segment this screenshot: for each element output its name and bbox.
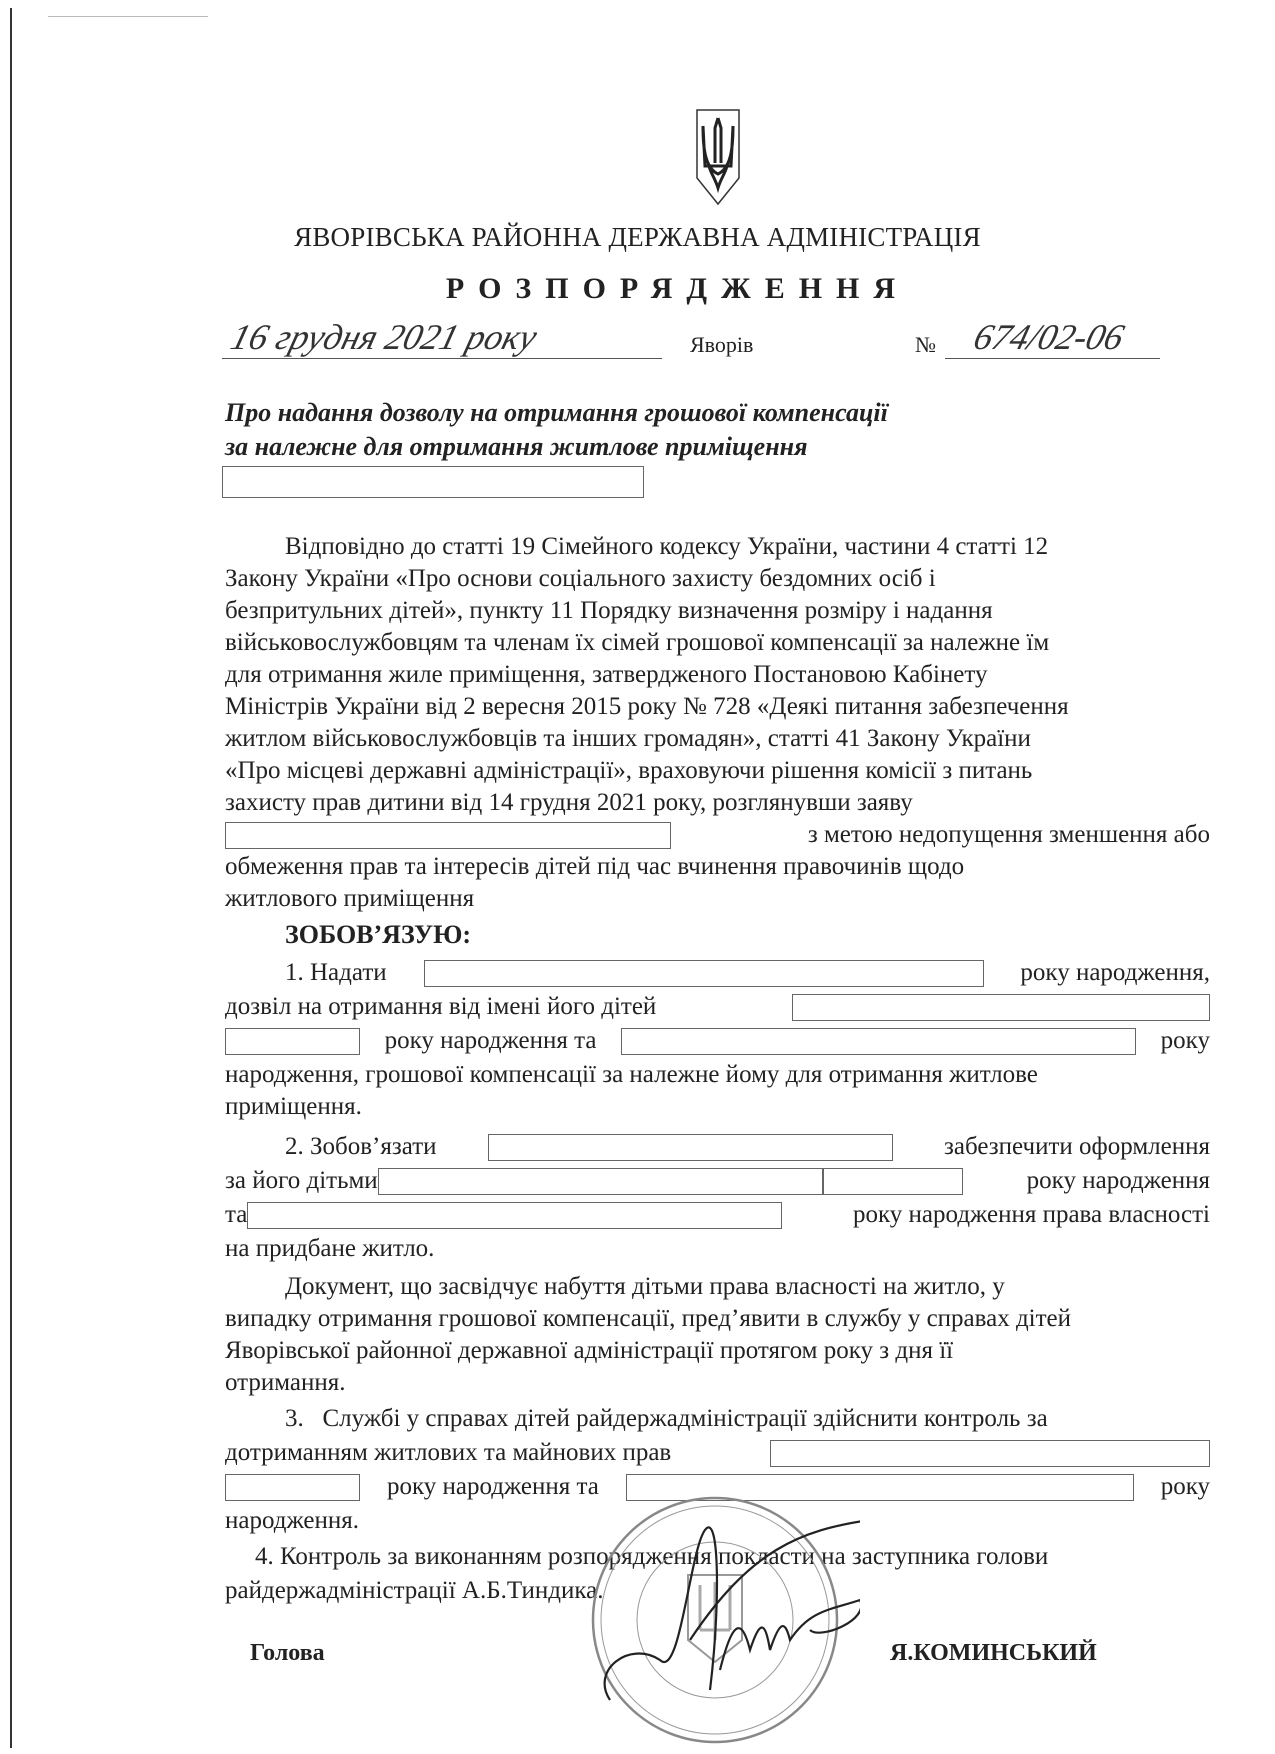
redacted-box xyxy=(424,960,984,987)
trident-emblem-icon xyxy=(695,108,741,206)
item-2-line: та року народження права власності xyxy=(225,1201,1210,1228)
body-line: обмеження прав та інтересів дітей під час вчинення правочинів щодо xyxy=(225,853,965,880)
item-2-line: за його дітьми року народження xyxy=(225,1167,1210,1194)
redacted-box xyxy=(488,1134,893,1161)
redacted-box xyxy=(770,1440,1210,1467)
body-line: Міністрів України від 2 вересня 2015 року № 728 «Деякі питання забезпечення xyxy=(225,693,1069,720)
redacted-box xyxy=(621,1028,1136,1055)
body-line: Документ, що засвідчує набуття дітьми права власності на житло, у xyxy=(285,1273,1005,1300)
handwritten-signature xyxy=(605,1520,860,1700)
redacted-box xyxy=(222,466,644,498)
body-line: з метою недопущення зменшення або xyxy=(225,820,1210,850)
item-1-line: народження, грошової компенсації за належне йому для отримання житлове xyxy=(225,1061,1038,1088)
item-1-line: 1. Надати року народження, xyxy=(285,959,1210,986)
scan-edge xyxy=(10,8,12,1748)
subject-line-2: за належне для отримання житлове приміщення xyxy=(225,432,808,461)
body-line: Відповідно до статті 19 Сімейного кодексу України, частини 4 статті 12 xyxy=(285,533,1049,560)
item-1-line: року народження та року xyxy=(225,1026,1210,1056)
body-line: безпритульних дітей», пункту 11 Порядку визначення розміру і надання xyxy=(225,597,993,624)
signatory-position: Голова xyxy=(250,1640,325,1666)
item-2-line: на придбане житло. xyxy=(225,1235,435,1262)
redacted-box xyxy=(378,1168,823,1195)
scan-artifact-line xyxy=(48,16,208,17)
redacted-box xyxy=(225,822,671,849)
date-field xyxy=(222,318,662,359)
redacted-box xyxy=(823,1168,963,1195)
body-line: житлом військовослужбовців та інших громадян», статті 41 Закону України xyxy=(225,725,1031,752)
redacted-box xyxy=(225,1028,360,1055)
body-line: Яворівської районної державної адміністрації протягом року з дня її xyxy=(225,1337,954,1364)
item-2-line: 2. Зобов’язати забезпечити оформлення xyxy=(285,1133,1210,1160)
item-4-line: 4. Контроль за виконанням розпорядження покласти на заступника голови xyxy=(255,1543,1049,1570)
document-type-title: РОЗПОРЯДЖЕННЯ xyxy=(445,272,910,305)
item-1-line: дозвіл на отримання від імені його дітей xyxy=(225,992,1210,1022)
official-stamp xyxy=(570,1490,860,1750)
body-line: випадку отримання грошової компенсації, пред’явити в службу у справах дітей xyxy=(225,1305,1072,1332)
item-3-line: народження. xyxy=(225,1507,360,1534)
body-line: житлового приміщення xyxy=(225,885,475,912)
number-sign: № xyxy=(915,332,936,357)
item-1-line: приміщення. xyxy=(225,1093,362,1120)
oblige-heading: ЗОБОВ’ЯЗУЮ: xyxy=(285,920,472,949)
item-3-line: дотриманням житлових та майнових прав xyxy=(225,1438,1210,1468)
redacted-box xyxy=(225,1474,360,1501)
redacted-box xyxy=(247,1202,782,1229)
item-4-line: райдержадміністрації А.Б.Тиндика. xyxy=(225,1577,604,1604)
subject-line-1: Про надання дозволу на отримання грошової компенсації xyxy=(225,398,888,427)
item-3-line: року народження та року xyxy=(225,1472,1210,1502)
city-name: Яворів xyxy=(690,332,754,357)
signatory-name: Я.КОМИНСЬКИЙ xyxy=(890,1640,1097,1666)
body-line: військовослужбовцям та членам їх сімей грошової компенсації за належне їм xyxy=(225,629,1050,656)
redacted-box xyxy=(792,994,1210,1021)
body-line: захисту прав дитини від 14 грудня 2021 року, розглянувши заяву xyxy=(225,789,913,816)
body-line: «Про місцеві державні адміністрації», враховуючи рішення комісії з питань xyxy=(225,757,1033,784)
organization-name: ЯВОРІВСЬКА РАЙОННА ДЕРЖАВНА АДМІНІСТРАЦІЯ xyxy=(294,222,981,252)
item-3-line: 3. Службі у справах дітей райдержадміністрації здійснити контроль за xyxy=(285,1405,1048,1432)
body-line: отримання. xyxy=(225,1369,346,1396)
handwritten-number: 674/02-06 xyxy=(969,317,1129,357)
body-line: для отримання жиле приміщення, затвердженого Постановою Кабінету xyxy=(225,661,988,688)
handwritten-date: 16 грудня 2021 року xyxy=(226,317,542,357)
body-line: Закону України «Про основи соціального захисту бездомних осіб і xyxy=(225,565,936,592)
number-field xyxy=(945,318,1160,359)
